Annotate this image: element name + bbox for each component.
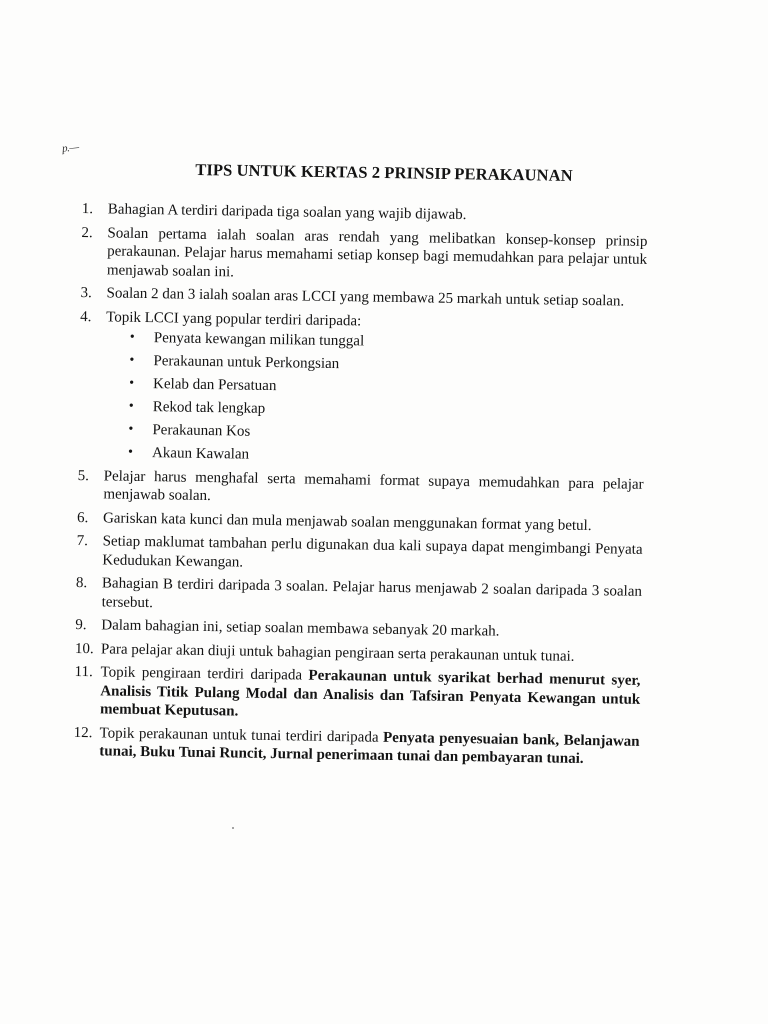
tip-bold-text: Penyata penyesuaian bank, Belanjawan tunai, Buku Tunai Runcit, Jurnal penerimaan tunai dan pembayaran tunai. [99, 729, 640, 767]
tip-item-9 [75, 616, 641, 643]
lcci-topic-item [128, 329, 646, 356]
lcci-topic-item [126, 444, 644, 471]
tip-text: Soalan 2 dan 3 ialah soalan aras LCCI yang membawa 25 markah untuk setiap soalan. [106, 285, 625, 310]
tip-number: 6. [76, 509, 89, 526]
tip-number: 3. [80, 284, 92, 302]
tip-number: 10. [74, 640, 94, 657]
tip-item-7 [76, 532, 643, 578]
tip-number: 2. [81, 224, 93, 241]
lcci-topic-label: Penyata kewangan milikan tunggal [153, 330, 365, 350]
tip-number: 7. [76, 532, 89, 550]
bullet-icon: • [128, 421, 134, 437]
tip-text: Topik pengiraan terdiri daripada [100, 664, 309, 684]
tip-number: 11. [74, 663, 93, 681]
tip-bold-text: Perakaunan untuk syarikat berhad menurut syer, Analisis Titik Pulang Modal dan Analisis dan Tafsiran Penyata Kewangan untuk membuat Keputusan. [99, 667, 641, 720]
tip-text: Gariskan kata kunci dan mula menjawab soalan menggunakan format yang betul. [102, 509, 592, 534]
tip-number: 12. [73, 724, 93, 741]
handwritten-corner-mark: p.— [61, 141, 80, 155]
tip-number: 1. [81, 200, 94, 218]
tip-text: Para pelajar akan diuji untuk bahagian pengiraan serta perakaunan untuk tunai. [100, 640, 575, 665]
tip-item-2 [81, 223, 648, 287]
bullet-icon: • [129, 352, 135, 368]
bullet-icon: • [128, 398, 134, 414]
tip-number: 4. [80, 308, 92, 325]
bullet-icon: • [129, 375, 135, 391]
lcci-topic-label: Perakaunan Kos [152, 422, 251, 440]
tip-text: Pelajar harus menghafal serta memahami format supaya memudahkan para pelajar menjawab soalan. [103, 467, 644, 505]
tip-item-10 [75, 639, 641, 666]
tip-item-4 [78, 307, 646, 470]
lcci-topic-item [126, 421, 644, 448]
tip-item-6 [77, 508, 643, 535]
page-title: TIPS UNTUK KERTAS 2 PRINSIP PERAKAUNAN [195, 160, 573, 185]
tip-text: Bahagian A terdiri daripada tiga soalan yang wajib dijawab. [107, 201, 467, 224]
tip-number: 9. [75, 616, 87, 634]
lcci-topic-item [127, 352, 645, 379]
lcci-topic-label: Kelab dan Persatuan [152, 376, 277, 395]
tip-number: 8. [75, 574, 88, 592]
tip-text: Topik perakaunan untuk tunai terdiri daripada [99, 724, 384, 746]
tip-text: Dalam bahagian ini, setiap soalan membawa sebanyak 20 markah. [101, 617, 500, 640]
lcci-topic-item [127, 398, 645, 425]
lcci-topic-label: Rekod tak lengkap [152, 399, 266, 417]
tip-item-11 [74, 663, 641, 727]
lcci-topic-label: Perakaunan untuk Perkongsian [153, 353, 340, 373]
lcci-topic-list [126, 329, 646, 471]
tips-content [73, 200, 648, 774]
tip-text: Setiap maklumat tambahan perlu digunakan dua kali supaya dapat mengimbangi Penyata Kedudukan Kewangan. [102, 533, 643, 571]
tip-text: Topik LCCI yang popular terdiri daripada: [106, 308, 362, 329]
tip-text: Bahagian B terdiri daripada 3 soalan. Pelajar harus menjawab 2 soalan daripada 3 soalan tersebut. [101, 575, 643, 611]
scan-speck [232, 827, 234, 829]
tip-item-12 [73, 723, 640, 769]
tip-item-5 [77, 466, 644, 512]
bullet-icon: • [127, 444, 134, 460]
tip-item-1 [82, 200, 648, 227]
tip-number: 5. [77, 467, 90, 484]
tips-list [73, 200, 648, 769]
bullet-icon: • [129, 329, 135, 345]
tip-item-3 [80, 284, 646, 311]
tip-text: Soalan pertama ialah soalan aras rendah yang melibatkan konsep-konsep prinsip perakaunan. Pelajar harus memahami setiap konsep bagi memudahkan para pelajar untuk menjawab soalan ini. [106, 224, 648, 280]
lcci-topic-label: Akaun Kawalan [151, 445, 250, 463]
lcci-topic-item [127, 375, 645, 402]
tip-item-8 [76, 574, 643, 620]
